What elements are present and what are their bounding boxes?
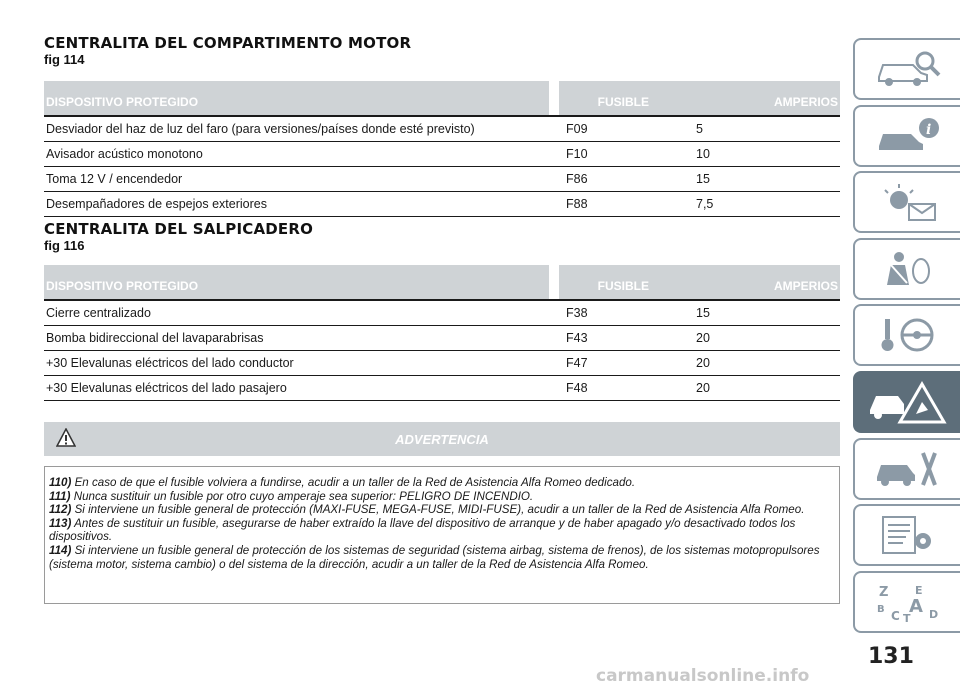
cell-device: Toma 12 V / encendedor [46, 172, 183, 186]
fig-reference: fig 116 [44, 238, 85, 253]
cell-device: +30 Elevalunas eléctricos del lado conductor [46, 356, 294, 370]
cell-device: Cierre centralizado [46, 306, 151, 320]
alphabet-index-icon [873, 580, 943, 624]
cell-amps: 5 [696, 122, 703, 136]
header-fuse: FUSIBLE [559, 81, 699, 115]
cell-amps: 20 [696, 331, 710, 345]
table-row [44, 142, 840, 167]
tab-emergency[interactable] [853, 371, 960, 433]
table-row [44, 376, 840, 401]
svg-text:A: A [908, 595, 923, 617]
cell-fuse: F86 [566, 172, 588, 186]
table-row [44, 301, 840, 326]
header-device: DISPOSITIVO PROTEGIDO [44, 81, 549, 115]
warning-item: 114) Si interviene un fusible general de protección de los sistemas de seguridad (sistema airbag, sistema de frenos), de los sistemas motopropulsores (sistema motor, sistema cambio) o del sistema de la dirección, acudir a un taller de la Red de Asistencia Alfa Romeo. [49, 543, 820, 571]
fuse-table-engine [44, 81, 840, 217]
page-number: 131 [868, 644, 914, 669]
cell-fuse: F38 [566, 306, 588, 320]
svg-text:T: T [902, 611, 911, 624]
header-amps: AMPERIOS [699, 81, 840, 115]
cell-fuse: F10 [566, 147, 588, 161]
tab-lights-messages[interactable] [853, 171, 960, 233]
seatbelt-airbag-icon [873, 249, 943, 289]
table-row [44, 326, 840, 351]
svg-text:i: i [925, 121, 931, 138]
cell-device: Desviador del haz de luz del faro (para versiones/países donde esté previsto) [46, 122, 475, 136]
cell-fuse: F09 [566, 122, 588, 136]
svg-text:B: B [876, 603, 885, 615]
section-title-engine: CENTRALITA DEL COMPARTIMENTO MOTOR [44, 34, 412, 52]
header-fuse: FUSIBLE [559, 265, 699, 299]
svg-text:C: C [890, 608, 900, 623]
header-amps: AMPERIOS [699, 265, 840, 299]
cell-amps: 20 [696, 356, 710, 370]
svg-text:Z: Z [878, 584, 888, 600]
cell-device: Desempañadores de espejos exteriores [46, 197, 267, 211]
car-warning-icon [868, 380, 948, 424]
key-steering-icon [873, 315, 943, 355]
tab-starting-driving[interactable] [853, 304, 960, 366]
fuse-table-dashboard [44, 265, 840, 401]
header-device: DISPOSITIVO PROTEGIDO [44, 265, 549, 299]
car-tools-icon [873, 449, 943, 489]
tab-technical-data[interactable] [853, 504, 960, 566]
cell-amps: 15 [696, 172, 710, 186]
cell-amps: 10 [696, 147, 710, 161]
cell-device: +30 Elevalunas eléctricos del lado pasajero [46, 381, 287, 395]
table-row [44, 192, 840, 217]
list-settings-icon [873, 515, 943, 555]
tab-car-info[interactable] [853, 105, 960, 167]
svg-text:D: D [928, 607, 938, 621]
cell-fuse: F47 [566, 356, 588, 370]
warning-item: 110) En caso de que el fusible volviera a fundirse, acudir a un taller de la Red de Asistencia Alfa Romeo dedicado. [49, 476, 636, 489]
car-info-icon [873, 116, 943, 156]
table-row [44, 117, 840, 142]
table-header [44, 265, 840, 301]
cell-amps: 15 [696, 306, 710, 320]
cell-amps: 20 [696, 381, 710, 395]
warning-header [44, 422, 840, 456]
chapter-tabs [853, 38, 960, 637]
tab-car-search[interactable] [853, 38, 960, 100]
fig-reference: fig 114 [44, 52, 85, 67]
table-header [44, 81, 840, 117]
cell-fuse: F48 [566, 381, 588, 395]
tab-safety[interactable] [853, 238, 960, 300]
warning-item: 111) Nunca sustituir un fusible por otro cuyo amperaje sea superior: PELIGRO DE INCENDIO. [49, 489, 534, 503]
cell-fuse: F43 [566, 331, 588, 345]
watermark: carmanualsonline.info [596, 666, 810, 686]
warning-box [44, 422, 840, 602]
cell-device: Bomba bidireccional del lavaparabrisas [46, 331, 264, 345]
cell-device: Avisador acústico monotono [46, 147, 203, 161]
tab-maintenance[interactable] [853, 438, 960, 500]
cell-fuse: F88 [566, 197, 588, 211]
warning-triangle-icon [56, 428, 76, 451]
car-search-icon [873, 49, 943, 89]
light-message-icon [873, 182, 943, 222]
tab-alphabetical-index[interactable] [853, 571, 960, 633]
section-title-dashboard: CENTRALITA DEL SALPICADERO [44, 220, 314, 238]
cell-amps: 7,5 [696, 197, 714, 211]
warning-body [44, 466, 840, 604]
table-row [44, 351, 840, 376]
svg-text:E: E [914, 583, 923, 597]
warning-item: 113) Antes de sustituir un fusible, asegurarse de haber extraído la llave del dispositivo de arranque y de haber apagado y/o desactivado todos los dispositivos. [49, 516, 796, 544]
table-row [44, 167, 840, 192]
warning-item: 112) Si interviene un fusible general de protección (MAXI-FUSE, MEGA-FUSE, MIDI-FUSE), acudir a un taller de la Red de Asistencia Alfa Romeo. [49, 503, 805, 517]
warning-title: ADVERTENCIA [395, 431, 489, 447]
